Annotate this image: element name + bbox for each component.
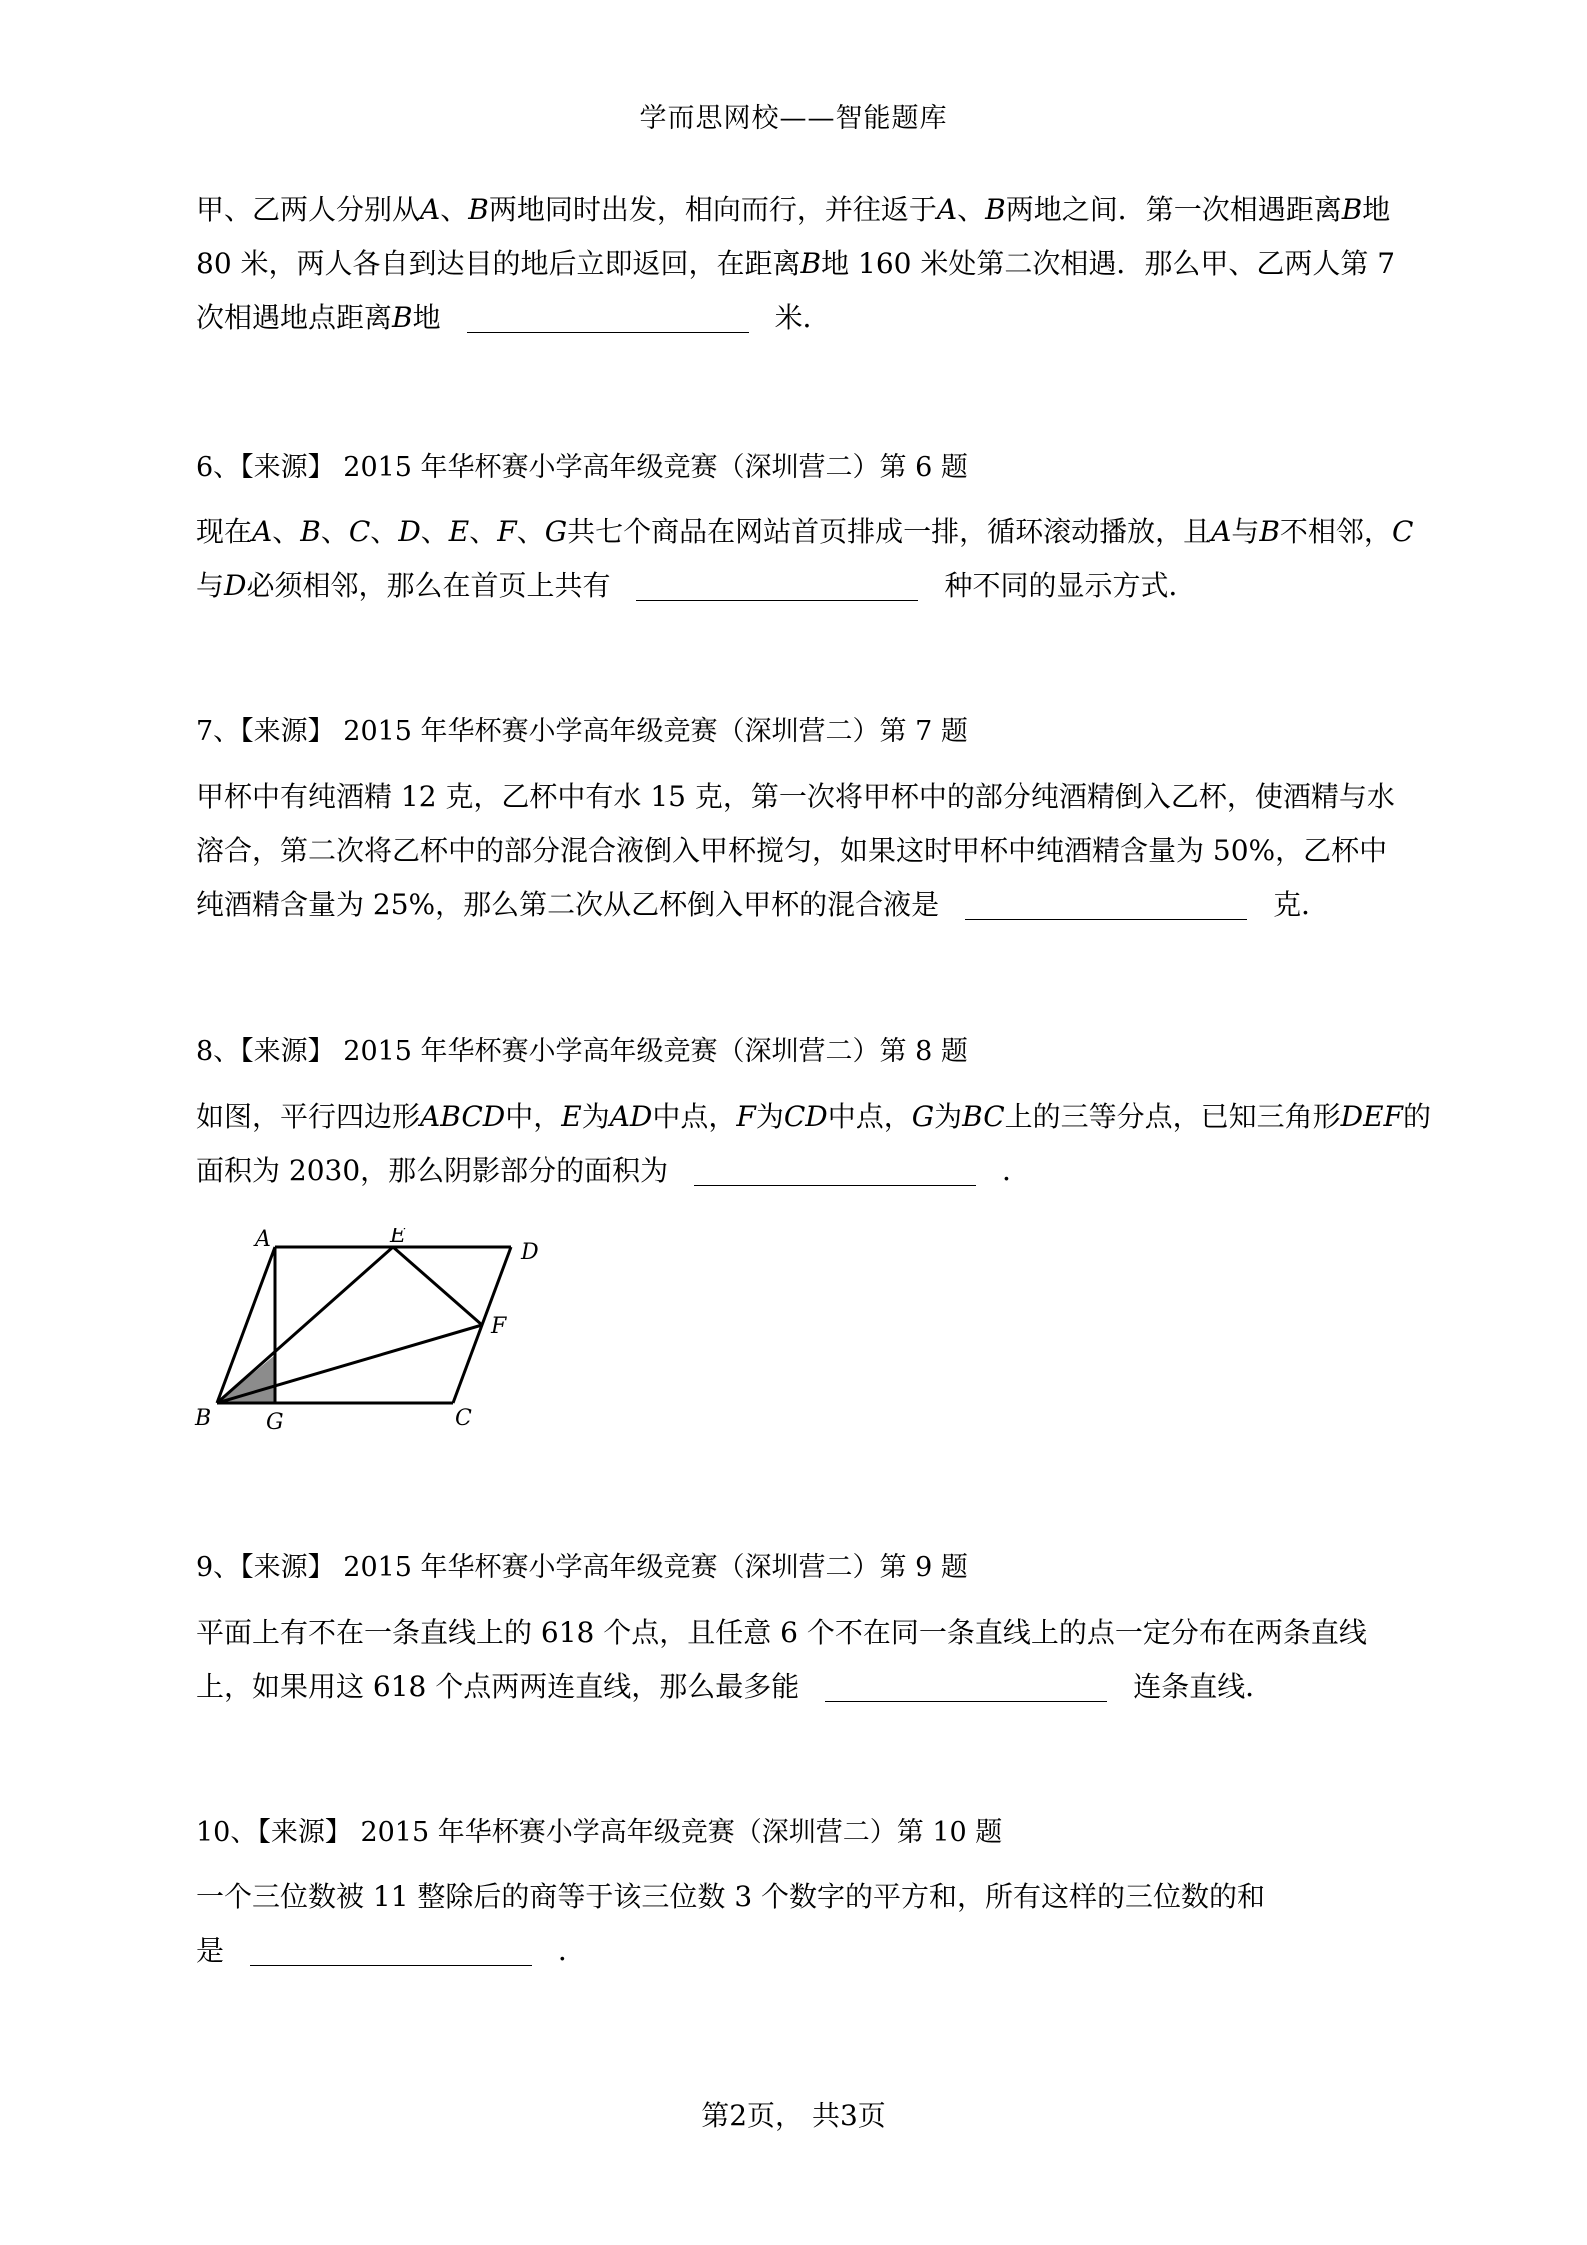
question-6-source: 6、【来源】 2015 年华杯赛小学高年级竞赛（深圳营二）第 6 题: [196, 452, 968, 483]
answer-blank[interactable]: [636, 599, 918, 601]
parallelogram-figure: [188, 1228, 568, 1452]
text-segment: 两地同时出发，相向而行，并往返于: [488, 193, 937, 226]
question-8: [196, 1090, 1432, 1198]
after-blank-text: 克．: [1273, 888, 1330, 921]
answer-blank[interactable]: [825, 1700, 1107, 1702]
page-footer: 第2页， 共3页: [701, 2099, 886, 2132]
text-segment: 与: [1231, 515, 1260, 548]
segment-be: [217, 1247, 393, 1403]
math-variable: B: [392, 301, 413, 334]
text-line: [196, 237, 1396, 291]
text-segment: 地 160 米处第二次相遇．那么甲、乙两人第 7: [821, 247, 1396, 280]
after-blank-text: 种不同的显示方式．: [944, 569, 1197, 602]
label-f: F: [491, 1314, 507, 1339]
text-segment: 共七个商品在网站首页排成一排，循环滚动播放，且: [567, 515, 1212, 548]
text-line: [196, 505, 1414, 559]
math-variable: A: [420, 193, 441, 226]
math-variable: A: [936, 193, 958, 226]
question-9: [196, 1606, 1396, 1714]
text-line: [196, 770, 1396, 824]
text-segment: 、: [370, 515, 399, 548]
text-segment: 甲、乙两人分别从: [196, 193, 421, 226]
answer-blank[interactable]: [250, 1964, 532, 1966]
text-line: [196, 878, 1396, 932]
math-variable: G: [544, 515, 568, 548]
text-line: [196, 1090, 1432, 1144]
after-blank-text: ．: [558, 1934, 587, 1967]
after-blank-text: 米．: [774, 301, 831, 334]
text-segment: 、: [440, 193, 469, 226]
text-line: [196, 559, 1396, 613]
answer-blank[interactable]: [467, 331, 749, 333]
math-variable: BC: [962, 1100, 1005, 1133]
segment-ef: [393, 1247, 482, 1325]
text-segment: 甲杯中有纯酒精 12 克，乙杯中有水 15 克，第一次将甲杯中的部分纯酒精倒入乙杯，使酒精与水: [196, 780, 1395, 813]
question-10-source: 10、【来源】 2015 年华杯赛小学高年级竞赛（深圳营二）第 10 题: [196, 1817, 1003, 1848]
text-line: [196, 183, 1396, 237]
label-g: G: [266, 1410, 284, 1435]
text-line: [196, 1660, 1396, 1714]
text-segment: 、: [320, 515, 349, 548]
text-segment: 为: [755, 1100, 784, 1133]
math-variable: B: [1259, 515, 1280, 548]
math-variable: F: [736, 1100, 756, 1133]
text-line: [196, 291, 1396, 345]
math-variable: B: [468, 193, 489, 226]
answer-blank[interactable]: [694, 1184, 976, 1186]
label-e: E: [390, 1228, 407, 1248]
text-segment: 地: [1362, 193, 1391, 226]
math-variable: G: [911, 1100, 935, 1133]
label-d: D: [521, 1240, 539, 1265]
segment-bf: [217, 1325, 482, 1403]
text-segment: 如图，平行四边形: [196, 1100, 421, 1133]
math-variable: E: [448, 515, 470, 548]
text-line: [196, 1924, 1396, 1978]
text-segment: 80 米，两人各自到达目的地后立即返回，在距离: [196, 247, 801, 280]
text-segment: 为: [934, 1100, 963, 1133]
math-variable: B: [300, 515, 321, 548]
question-6: [196, 505, 1414, 613]
text-segment: 与: [196, 569, 225, 602]
text-segment: 中点，: [827, 1100, 912, 1133]
math-variable: C: [348, 515, 371, 548]
text-segment: 两地之间．第一次相遇距离: [1005, 193, 1342, 226]
math-variable: DEF: [1340, 1100, 1403, 1133]
text-segment: 、: [469, 515, 498, 548]
text-segment: 平面上有不在一条直线上的 618 个点，且任意 6 个不在同一条直线上的点一定分布在两条直线: [196, 1616, 1367, 1649]
text-segment: 不相邻，: [1279, 515, 1392, 548]
label-b: B: [195, 1406, 212, 1431]
text-segment: 、: [420, 515, 449, 548]
text-segment: 一个三位数被 11 整除后的商等于该三位数 3 个数字的平方和，所有这样的三位数的和: [196, 1880, 1266, 1913]
math-variable: A: [1211, 515, 1232, 548]
text-segment: 必须相邻，那么在首页上共有: [246, 569, 611, 602]
question-10: [196, 1870, 1396, 1978]
text-segment: 中点，: [652, 1100, 737, 1133]
text-segment: 为: [581, 1100, 610, 1133]
math-variable: C: [1391, 515, 1414, 548]
text-segment: 、: [516, 515, 545, 548]
parallelogram-diagram: [188, 1228, 568, 1448]
text-segment: 溶合，第二次将乙杯中的部分混合液倒入甲杯搅匀，如果这时甲杯中纯酒精含量为 50%，乙杯中: [196, 834, 1388, 867]
question-5: [196, 183, 1396, 345]
text-segment: 、: [272, 515, 301, 548]
text-segment: 纯酒精含量为 25%，那么第二次从乙杯倒入甲杯的混合液是: [196, 888, 940, 921]
text-line: [196, 1606, 1396, 1660]
math-variable: B: [1341, 193, 1363, 226]
math-variable: F: [497, 515, 517, 548]
math-variable: A: [252, 515, 273, 548]
math-variable: D: [398, 515, 421, 548]
text-segment: 面积为 2030，那么阴影部分的面积为: [196, 1154, 669, 1187]
text-segment: 中，: [505, 1100, 562, 1133]
math-variable: B: [985, 193, 1006, 226]
math-variable: CD: [783, 1100, 828, 1133]
text-line: [196, 1144, 1396, 1198]
math-variable: D: [224, 569, 247, 602]
text-segment: 地: [412, 301, 441, 334]
question-9-source: 9、【来源】 2015 年华杯赛小学高年级竞赛（深圳营二）第 9 题: [196, 1552, 968, 1583]
text-segment: 上，如果用这 618 个点两两连直线，那么最多能: [196, 1670, 800, 1703]
answer-blank[interactable]: [965, 918, 1247, 920]
after-blank-text: 连条直线．: [1133, 1670, 1274, 1703]
after-blank-text: ．: [1002, 1154, 1031, 1187]
math-variable: B: [800, 247, 822, 280]
page-header: 学而思网校——智能题库: [639, 103, 948, 134]
label-c: C: [455, 1406, 472, 1431]
math-variable: ABCD: [420, 1100, 506, 1133]
label-a: A: [255, 1228, 271, 1252]
question-8-source: 8、【来源】 2015 年华杯赛小学高年级竞赛（深圳营二）第 8 题: [196, 1036, 968, 1067]
text-segment: 次相遇地点距离: [196, 301, 393, 334]
math-variable: E: [561, 1100, 582, 1133]
text-segment: 是: [196, 1934, 225, 1967]
math-variable: AD: [609, 1100, 653, 1133]
text-segment: 上的三等分点，已知三角形: [1004, 1100, 1341, 1133]
text-line: [196, 1870, 1396, 1924]
text-segment: 的: [1403, 1100, 1432, 1133]
question-7: [196, 770, 1396, 932]
text-segment: 、: [957, 193, 986, 226]
text-segment: 现在: [196, 515, 253, 548]
question-7-source: 7、【来源】 2015 年华杯赛小学高年级竞赛（深圳营二）第 7 题: [196, 716, 968, 747]
text-line: [196, 824, 1396, 878]
